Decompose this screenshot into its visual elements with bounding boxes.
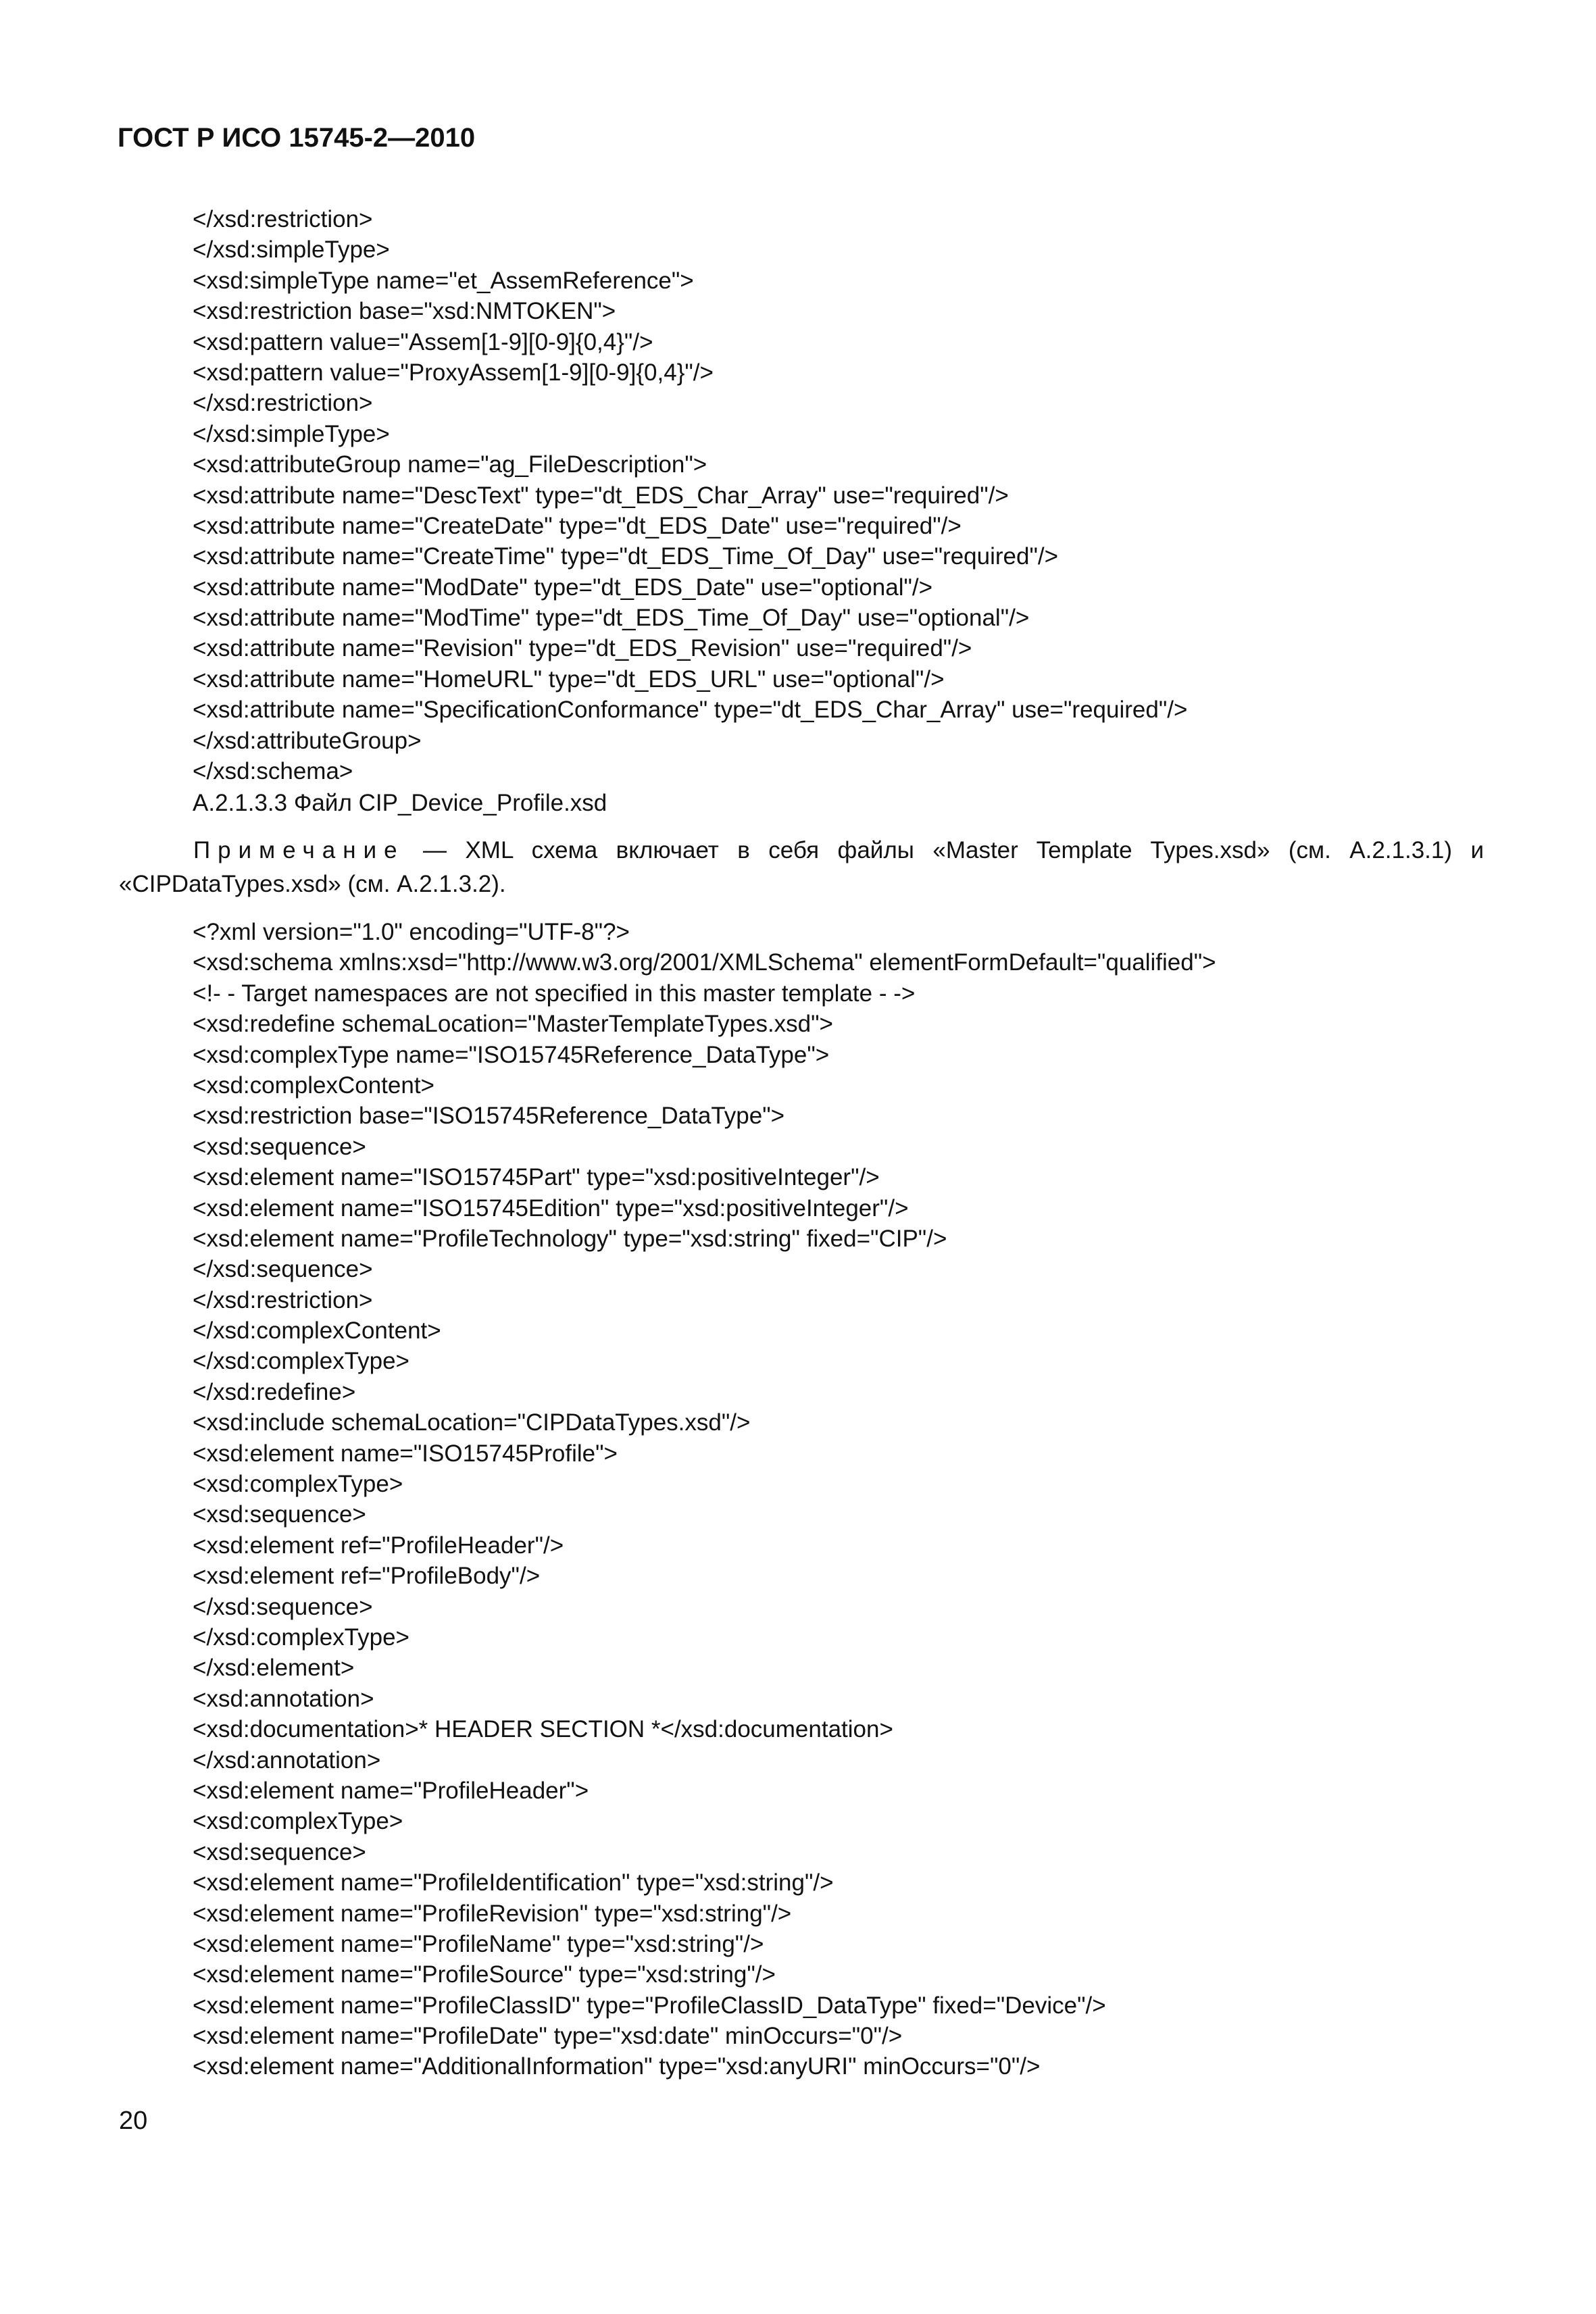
code-line: <xsd:documentation>* HEADER SECTION *</xsd:documentation>: [193, 1716, 893, 1743]
code-line: <xsd:element name="ProfileName" type="xsd:string"/>: [193, 1930, 764, 1957]
page-header: ГОСТ Р ИСО 15745-2—2010: [118, 123, 476, 153]
code-line: <xsd:pattern value="ProxyAssem[1-9][0-9]{0,4}"/>: [193, 359, 714, 386]
code-line: <xsd:attribute name="SpecificationConformance" type="dt_EDS_Char_Array" use="required"/>: [193, 697, 1188, 724]
code-line: </xsd:restriction>: [193, 390, 373, 417]
note-label: Примечание: [193, 837, 405, 863]
code-line: <xsd:complexType name="ISO15745Reference_DataType">: [193, 1041, 830, 1068]
code-line: <xsd:attribute name="HomeURL" type="dt_EDS_URL" use="optional"/>: [193, 665, 945, 693]
code-line: <xsd:sequence>: [193, 1133, 366, 1160]
code-listing-1: [193, 204, 1187, 786]
code-line: </xsd:annotation>: [193, 1746, 381, 1774]
code-line: <xsd:element name="ProfileIdentification" type="xsd:string"/>: [193, 1869, 834, 1896]
code-line: <xsd:restriction base="xsd:NMTOKEN">: [193, 298, 616, 325]
code-line: <xsd:element name="ProfileRevision" type="xsd:string"/>: [193, 1900, 792, 1927]
code-line: </xsd:complexType>: [193, 1348, 409, 1375]
code-line: </xsd:restriction>: [193, 1286, 373, 1313]
code-line: </xsd:schema>: [193, 758, 353, 785]
code-line: <xsd:pattern value="Assem[1-9][0-9]{0,4}"/>: [193, 328, 653, 355]
section-heading: A.2.1.3.3 Файл CIP_Device_Profile.xsd: [193, 790, 607, 816]
code-line: </xsd:sequence>: [193, 1593, 373, 1620]
code-line: <xsd:element name="ProfileDate" type="xsd:date" minOccurs="0"/>: [193, 2023, 903, 2050]
code-line: <!- - Target namespaces are not specified in this master template - ->: [193, 980, 916, 1007]
code-line: <xsd:element name="ISO15745Edition" type="xsd:positiveInteger"/>: [193, 1194, 909, 1222]
code-line: <xsd:complexType>: [193, 1471, 403, 1498]
code-line: <xsd:sequence>: [193, 1838, 366, 1865]
code-line: </xsd:simpleType>: [193, 236, 390, 263]
code-listing-2: [193, 917, 1216, 2082]
page-number: 20: [119, 2107, 148, 2135]
code-line: <xsd:element name="ISO15745Profile">: [193, 1440, 618, 1467]
code-line: <xsd:element name="AdditionalInformation" type="xsd:anyURI" minOccurs="0"/>: [193, 2053, 1041, 2080]
code-line: <xsd:element ref="ProfileHeader"/>: [193, 1532, 564, 1559]
code-line: <xsd:attribute name="Revision" type="dt_EDS_Revision" use="required"/>: [193, 635, 972, 662]
code-line: </xsd:restriction>: [193, 206, 373, 232]
code-line: <xsd:redefine schemaLocation="MasterTemplateTypes.xsd">: [193, 1011, 833, 1038]
code-line: <xsd:element name="ProfileClassID" type="ProfileClassID_DataType" fixed="Device"/>: [193, 1992, 1106, 2019]
code-line: <xsd:simpleType name="et_AssemReference">: [193, 267, 694, 294]
code-line: <xsd:attribute name="ModDate" type="dt_EDS_Date" use="optional"/>: [193, 574, 933, 601]
code-line: <xsd:attributeGroup name="ag_FileDescription">: [193, 451, 707, 478]
code-line: <xsd:complexType>: [193, 1808, 403, 1835]
code-line: </xsd:simpleType>: [193, 420, 390, 447]
code-line: <xsd:sequence>: [193, 1501, 366, 1528]
code-line: <xsd:include schemaLocation="CIPDataTypes.xsd"/>: [193, 1409, 751, 1436]
code-line: <xsd:attribute name="CreateTime" type="dt_EDS_Time_Of_Day" use="required"/>: [193, 543, 1059, 570]
code-line: <xsd:element name="ProfileTechnology" type="xsd:string" fixed="CIP"/>: [193, 1225, 947, 1252]
code-line: <xsd:element name="ProfileSource" type="xsd:string"/>: [193, 1961, 776, 1988]
note-text: — XML схема включает в себя файлы «Master Template Types.xsd» (см. A.2.1.3.1) и «CIPDataTypes.xsd» (см. A.2.1.3.2).: [119, 837, 1484, 897]
code-line: <xsd:element name="ISO15745Part" type="xsd:positiveInteger"/>: [193, 1164, 880, 1191]
code-line: <xsd:element name="ProfileHeader">: [193, 1777, 589, 1804]
code-line: <xsd:attribute name="CreateDate" type="dt_EDS_Date" use="required"/>: [193, 512, 962, 539]
code-line: <xsd:annotation>: [193, 1685, 374, 1712]
code-line: <xsd:element ref="ProfileBody"/>: [193, 1563, 541, 1590]
note-paragraph: [119, 834, 1484, 901]
code-line: <xsd:attribute name="ModTime" type="dt_EDS_Time_Of_Day" use="optional"/>: [193, 605, 1030, 632]
code-line: </xsd:element>: [193, 1655, 355, 1682]
code-line: </xsd:sequence>: [193, 1256, 373, 1283]
code-line: </xsd:redefine>: [193, 1378, 356, 1405]
code-line: <xsd:restriction base="ISO15745Reference_DataType">: [193, 1103, 785, 1130]
code-line: </xsd:attributeGroup>: [193, 727, 422, 754]
code-line: <?xml version="1.0" encoding="UTF-8"?>: [193, 919, 630, 945]
code-line: <xsd:attribute name="DescText" type="dt_EDS_Char_Array" use="required"/>: [193, 482, 1009, 509]
code-line: </xsd:complexContent>: [193, 1317, 441, 1344]
code-line: </xsd:complexType>: [193, 1624, 409, 1651]
code-line: <xsd:schema xmlns:xsd="http://www.w3.org/2001/XMLSchema" elementFormDefault="qualified">: [193, 949, 1216, 976]
code-line: <xsd:complexContent>: [193, 1072, 434, 1099]
